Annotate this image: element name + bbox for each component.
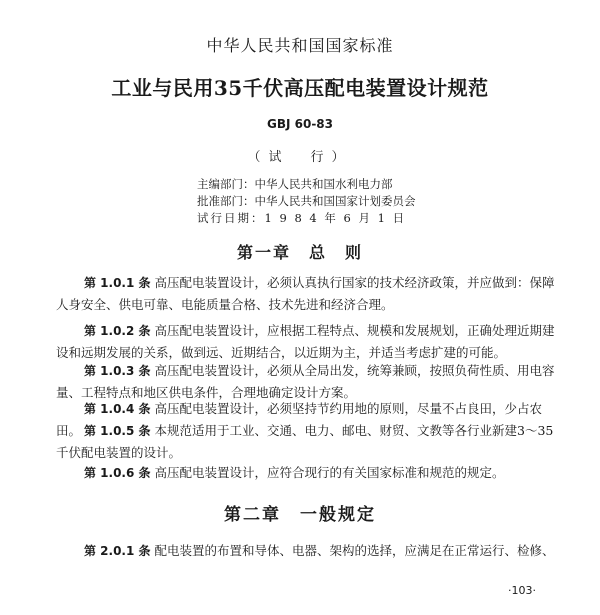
clause-label: 第 1.0.1 条 — [84, 276, 151, 290]
document-title: 工业与民用35千伏高压配电装置设计规范 — [111, 76, 489, 100]
clause-2-0-1 — [56, 540, 556, 562]
clause-text: 高压配电装置设计，应符合现行的有关国家标准和规范的规定。 — [154, 465, 505, 480]
clause-label: 第 2.0.1 条 — [84, 544, 151, 558]
standard-code: GBJ 60-83 — [266, 117, 334, 131]
clause-label: 第 1.0.5 条 — [84, 424, 151, 438]
clause-text: 本规范适用于工业、交通、电力、邮电、财贸、文教等各行业新建3～35千伏配电装置的设计。 — [56, 423, 554, 460]
trial-status: （试 行） — [247, 150, 353, 165]
clause-1-0-6 — [56, 462, 556, 484]
approval-department: 批准部门：中华人民共和国国家计划委员会 — [197, 194, 416, 208]
clause-1-0-1 — [56, 272, 556, 316]
clause-1-0-2 — [56, 320, 556, 364]
clause-label: 第 1.0.3 条 — [84, 364, 151, 378]
clause-text: 高压配电装置设计，应根据工程特点、规模和发展规划，正确处理近期建设和远期发展的关系，做到远、近期结合，以近期为主，并适当考虑扩建的可能。 — [56, 323, 555, 360]
trial-date: 试行日期：1 9 8 4 年 6 月 1 日 — [197, 211, 407, 225]
clause-label: 第 1.0.4 条 — [84, 402, 151, 416]
chapter-2-heading: 第二章 一般规定 — [224, 505, 376, 525]
clause-text: 高压配电装置设计，必须认真执行国家的技术经济政策，并应做到：保障人身安全、供电可靠、电能质量合格、技术先进和经济合理。 — [56, 275, 555, 312]
clause-1-0-5 — [56, 420, 556, 464]
clause-label: 第 1.0.2 条 — [84, 324, 151, 338]
clause-label: 第 1.0.6 条 — [84, 466, 151, 480]
clause-text: 高压配电装置设计，必须从全局出发，统筹兼顾，按照负荷性质、用电容量、工程特点和地区供电条件，合理地确定设计方案。 — [56, 363, 555, 400]
clause-text: 高压配电装置设计，必须坚持节约用地的原则，尽量不占良田，少占农田。 — [56, 401, 543, 438]
clause-text: 配电装置的布置和导体、电器、架构的选择，应满足在正常运行、检修、 — [154, 543, 555, 558]
page-number: ·103· — [508, 584, 536, 597]
editor-department: 主编部门：中华人民共和国水利电力部 — [197, 177, 393, 191]
chapter-1-heading: 第一章 总 则 — [236, 243, 363, 262]
standard-series-header: 中华人民共和国国家标准 — [206, 36, 394, 55]
